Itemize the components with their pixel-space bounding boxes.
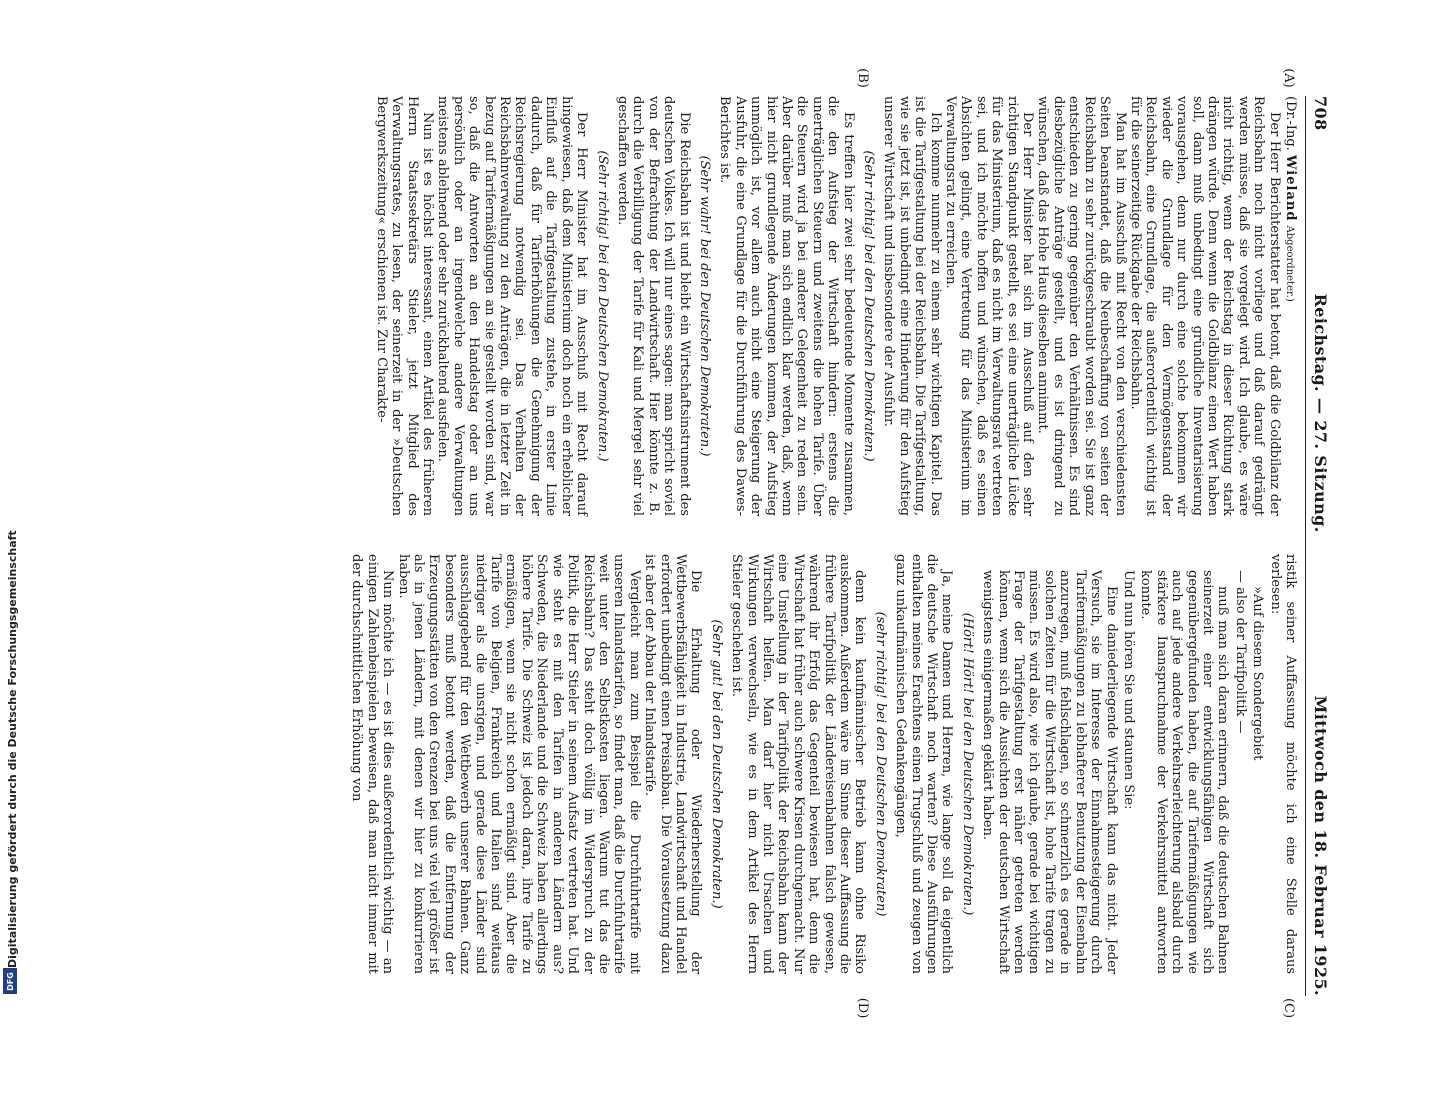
right-column: [349, 554, 1298, 974]
paragraph: ristik seiner Auffassung möchte ich eine Stelle daraus verlesen:: [1267, 554, 1298, 974]
speaker-prefix: (Dr.-Ing.: [1283, 96, 1298, 151]
speaker-role: Abgeordneter.): [1284, 225, 1295, 302]
left-column: [373, 96, 1298, 516]
paragraph: Es treffen hier zwei sehr bedeutende Momente zusammen, die den Aufstieg der Wirtschaft hindern: erstens die unerträglichen Steuern und zweitens die hohen Tarife. Über die Steuern wird ja bei anderer Gelegenheit zu reden sein. Aber darüber muß man sich endlich klar werden, daß, wenn hier nicht grundlegende Änderungen kommen, der Aufstieg unmöglich ist, vor allem auch nicht eine Steigerung der Ausfuhr, die eine Grundlage für die Durchführung des Dawes-Berichtes ist.: [717, 96, 856, 516]
paragraph: Der Herr Berichterstatter hat betont, daß die Goldbilanz der Reichsbahn noch nicht vorliege und daß darauf gedrängt werden müsse, daß sie vorgelegt wird. Ich glaube, es wäre nicht richtig, wenn der Reichstag in dieser Richtung stark drängen würde. Denn wenn die Goldbilanz einen Wert haben soll, dann muß unbedingt eine gründliche Inventarisierung vorausgehen, denn nur durch eine solche bekommen wir wieder die Grundlage für den Vermögensstand der Reichsbahn, eine Grundlage, die außerordentlich wichtig ist für die seinerzeitige Rückgabe der Reichsbahn.: [1127, 96, 1282, 516]
quotation: — also der Tarifpolitik —: [1232, 570, 1248, 734]
header-rule: [1305, 96, 1306, 996]
margin-marker-b: (B): [855, 68, 870, 88]
page-header: [1306, 96, 1330, 996]
dfg-logo-text: DFG: [5, 971, 15, 991]
header-date: Mittwoch den 18. Februar 1925.: [1311, 695, 1330, 996]
interjection: (Sehr richtig! bei den Deutschen Demokraten.): [861, 150, 877, 462]
margin-marker-c: (C): [1281, 997, 1296, 1019]
paragraph: Der Herr Minister hat im Ausschuß mit Recht darauf hingewiesen, daß dem Ministerium doch noch ein erheblicher Einfluß auf die Tarifgestaltung zustehe, in erster Linie dadurch, daß für Tariferhöhungen die Genehmigung der Reichsregierung notwendig sei. Das Verhalten der Reichsbahnverwaltung zu den Anträgen, die in letzter Zeit in bezug auf Tarifermäßigungen an sie gestellt worden sind, war so, daß die Antworten an den Handelstag oder an uns persönlich oder an irgendwelche andere Verwaltungen meistens ablehnend oder sehr zurückhaltend ausfielen.: [435, 96, 590, 516]
margin-marker-a: (A): [1281, 68, 1296, 88]
paragraph: denn kein kaufmännischer Betrieb kann ohne Risiko auskommen. Außerdem wäre im Sinne dieser Auffassung die frühere Tarifpolitik der Ländereisenbahnen falsch gewesen, während ihr Erfolg das Gegenteil bewiesen hat, denn die Wirtschaft hat früher auch schwere Krisen durchgemacht. Nur eine Umstellung in der Tarifpolitik der Reichsbahn kann der Wirtschaft helfen. Man darf hier nicht Ursachen und Wirkungen verwechseln, wie es in dem Artikel des Herrn Stieler geschehen ist.: [729, 554, 868, 974]
paragraph: Der Herr Minister hat sich im Ausschuß auf den sehr richtigen Standpunkt gestellt, es sei eine unerträgliche Lücke für das Ministerium, daß es nicht im Verwaltungsrat vertreten sei, und ich möchte hoffen und wünschen, daß es seinen Absichten gelingt, eine Vertretung für das Ministerium im Verwaltungsrat zu erreichen.: [943, 96, 1036, 516]
interjection: (Sehr wahr! bei den Deutschen Demokraten.): [696, 155, 712, 457]
dfg-logo: [3, 968, 17, 994]
paragraph: Die Erhaltung oder Wiederherstellung der Wettbewerbsfähigkeit in Industrie, Landwirtschaft und Handel erfordert unbedingt einen Preisabbau. Die Voraussetzung dazu ist aber der Abbau der Inlandstarife.: [642, 554, 704, 974]
credit-text: Digitalisierung gefördert durch die Deutsche Forschungsgemeinschaft: [6, 530, 19, 968]
margin-marker-d: (D): [855, 997, 870, 1019]
speaker-name: Wieland: [1283, 154, 1298, 222]
paragraph: Ich komme nunmehr zu einem sehr wichtigen Kapitel. Das ist die Tarifgestaltung bei der Reichsbahn. Die Tarifgestaltung, wie sie jetzt ist, ist unbedingt eine Hinderung für den Aufstieg unserer Wirtschaft und insbesondere der Ausfuhr.: [881, 96, 943, 516]
interjection: (Hört! Hört! bei den Deutschen Demokraten.): [959, 612, 975, 916]
header-center-title: Reichstag. — 27. Sitzung.: [1311, 293, 1330, 533]
speaker-line: [1282, 96, 1298, 516]
paragraph: Nun möchte ich — es ist dies außerordentlich wichtig — an einigen Zahlenbeispielen beweisen, daß man nicht immer mit der durchschnittlichen Erhöhung von: [349, 554, 396, 974]
paragraph: Nun ist es höchst interessant, einen Artikel des früheren Herrn Staatssekretärs Stieler, jetzt Mitglied des Verwaltungsrates, zu lesen, der seinerzeit in der »Deutschen Bergwerkszeitung« erschienen ist. Zur Charakte-: [373, 96, 436, 516]
paragraph: Man hat im Ausschuß mit Recht von den verschiedensten Seiten beanstandet, daß die Neubeschaffung von seiten der Reichsbahn zu sehr zurückgeschraubt worden sei. Sie ist ganz entschieden zu gering gegenüber den Verhältnissen. Es sind diesbezügliche Anträge gestellt, und es ist dringend zu wünschen, daß das Hohe Haus dieselben annimmt.: [1035, 96, 1128, 516]
paragraph: Und nun hören Sie und staunen Sie:: [1120, 570, 1136, 810]
digitization-credit: [0, 0, 22, 1000]
page-number: 708: [1311, 96, 1330, 131]
interjection: (sehr richtig! bei den Deutschen Demokraten): [872, 611, 888, 917]
rotated-document-page: [90, 68, 1330, 1096]
paragraph: Vergleicht man zum Beispiel die Durchfuhrtarife mit unseren Inlandstarifen, so findet man, daß die Durchfuhrtarife weit unter den Selbstkosten liegen. Warum tut das die Reichsbahn? Das steht doch völlig im Widerspruch zu der Politik, die Herr Stieler in seinem Aufsatz vertreten hat. Und wie steht es mit den Tarifen in anderen Ländern aus? Schweden, die Niederlande und die Schweiz haben allerdings höhere Tarife. Die Schweiz ist jedoch daran, ihre Tarife zu ermäßigen, wenn sie nicht schon ermäßigt sind. Aber die Tarife von Belgien, Frankreich und Italien sind weitaus niedriger als die unsrigen, und gerade diese Länder sind ausschlaggebend für den Wettbewerb unserer Bahnen. Ganz besonders muß betont werden, daß die Entfernung der Erzeugungsstätten von den Grenzen bei uns viel viel größer ist als in jenen Ländern, mit denen wir hier zu konkurrieren haben.: [395, 554, 642, 974]
interjection: (Sehr richtig! bei den Deutschen Demokraten.): [594, 150, 610, 462]
interjection: (Sehr gut! bei den Deutschen Demokraten.): [708, 619, 724, 909]
quotation: »Auf diesem Sondergebiet: [1250, 586, 1266, 761]
paragraph: Die Reichsbahn ist und bleibt ein Wirtschaftsinstrument des deutschen Volkes. Ich will nur eines sagen: man spricht soviel von der Befrachtung der Landwirtschaft. Hier könnte z. B. durch die Verbilligung der Tarife für Kali und Mergel sehr viel geschaffen werden.: [614, 96, 692, 516]
quotation: muß man sich daran erinnern, daß die deutschen Bahnen seinerzeit einer entwicklungsfähigen Wirtschaft sich gegenübergefunden haben, die auf Tarifermäßigungen wie auch auf jede andere Verkehrserleichterung alsbald durch stärkere Inanspruchnahme der Verkehrsmittel antworten konnte.: [1138, 570, 1231, 974]
paragraph: Ja, meine Damen und Herren, wie lange soll da eigentlich die deutsche Wirtschaft noch warten? Diese Ausführungen enthalten meines Erachtens einen Trugschluß und zeugen von ganz unkaufmännischen Gedankengängen,: [893, 554, 955, 974]
quotation: Eine daniederliegende Wirtschaft kann das nicht. Jeder Versuch, sie im Interesse der Einnahmesteigerung durch Tarifermäßigungen zu lebhafterer Benutzung der Eisenbahn anzuregen, muß fehlschlagen, so schmerzlich es gerade in solchen Zeiten für die Wirtschaft ist, hohe Tarife tragen zu müssen. Es wird also, wie ich glaube, gerade bei wichtigen Frage der Tarifgestaltung erst näher getreten werden können, wenn sich die Aussichten der deutschen Wirtschaft wenigstens einigermaßen geklärt haben.: [980, 570, 1119, 974]
